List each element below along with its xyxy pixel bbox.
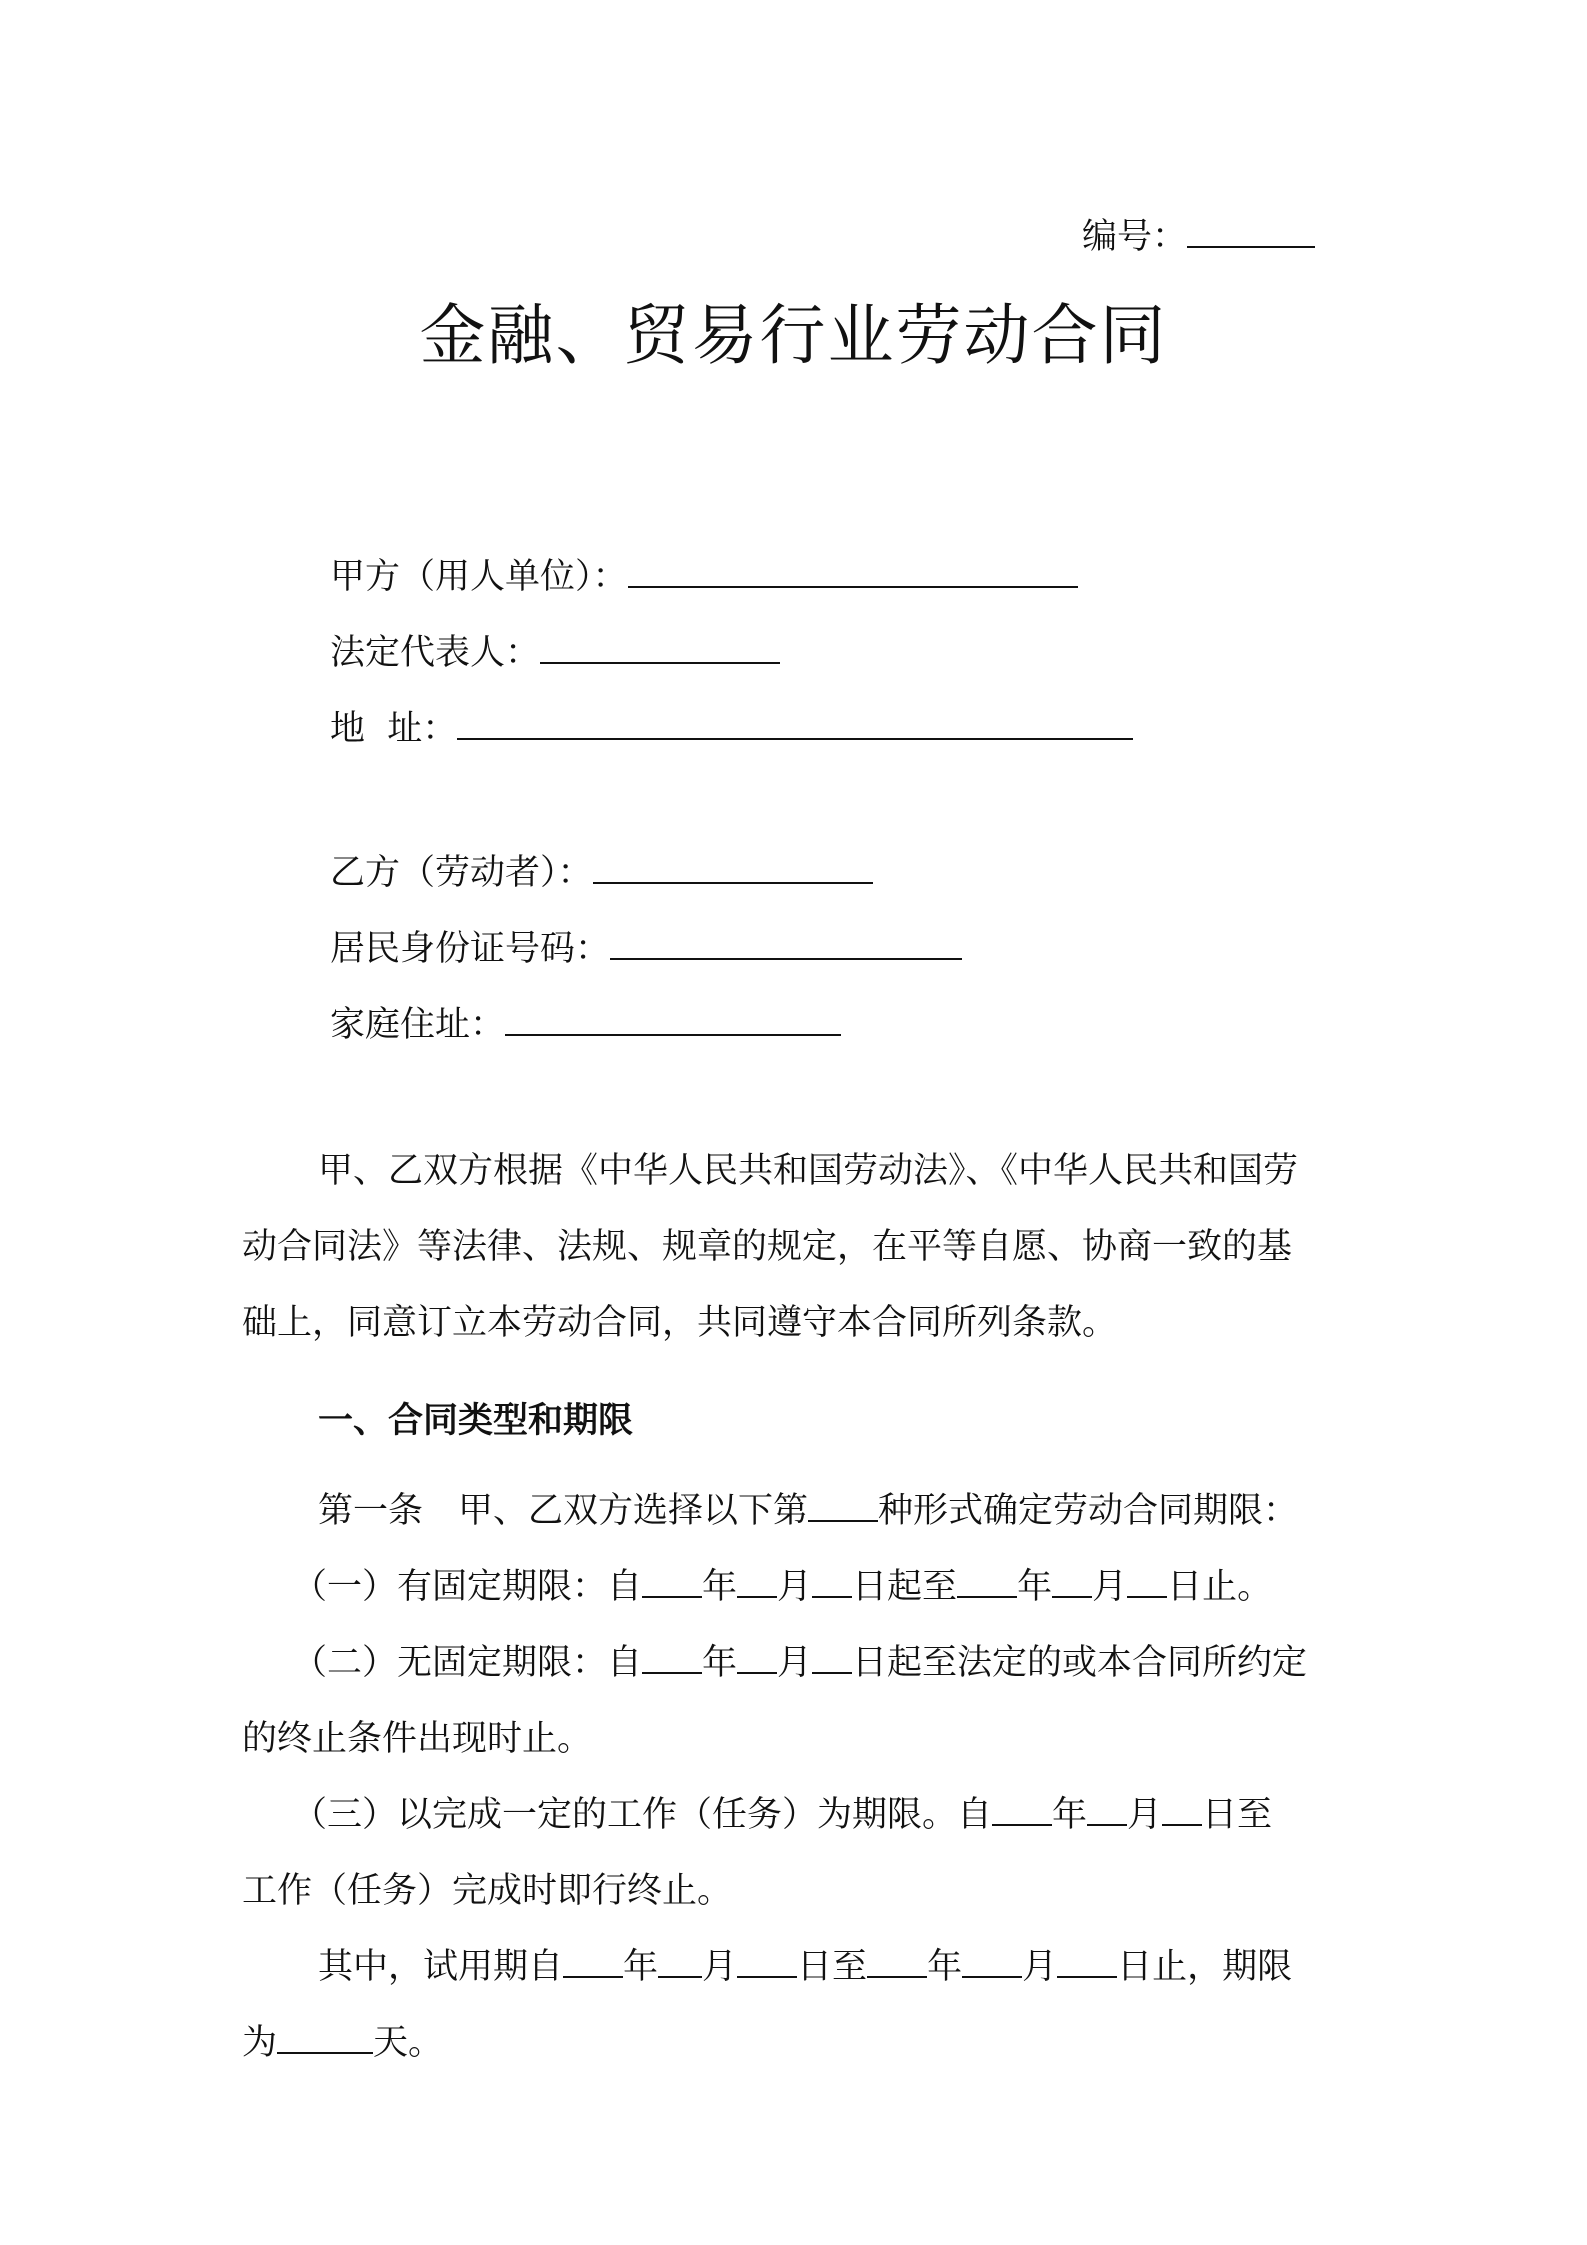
party-a-row (330, 556, 1078, 598)
id-number-field[interactable] (610, 928, 962, 960)
probation-start-day-field[interactable] (737, 1946, 797, 1978)
probation-end-day-field[interactable] (1057, 1946, 1117, 1978)
opt2-tail-text: 日起至法定的或本合同所约定 (852, 1643, 1308, 1683)
home-address-field[interactable] (505, 1004, 841, 1036)
probation-start-year-field[interactable] (563, 1946, 623, 1978)
probation-days-text: 天。 (373, 2023, 444, 2063)
address-field[interactable] (457, 708, 1133, 740)
option-3-line-2: 工作（任务）完成时即行终止。 (242, 1871, 733, 1911)
option-1-label: （一）有固定期限：自 (292, 1567, 643, 1607)
party-b-field[interactable] (593, 852, 873, 884)
probation-line-2 (242, 2022, 443, 2064)
home-address-row (330, 1004, 841, 1046)
probation-start-month-field[interactable] (658, 1946, 702, 1978)
option-1-row (292, 1566, 1272, 1608)
opt3-start-year-field[interactable] (992, 1794, 1052, 1826)
probation-duration-label: 为 (242, 2023, 278, 2063)
option-2-row (292, 1642, 1307, 1684)
legal-rep-label: 法定代表人： (330, 633, 541, 673)
opt1-year-text: 年 (702, 1567, 738, 1607)
intro-line-3: 础上，同意订立本劳动合同，共同遵守本合同所列条款。 (242, 1303, 1118, 1343)
opt2-start-month-field[interactable] (737, 1642, 777, 1674)
article-1-suffix: 种形式确定劳动合同期限： (878, 1491, 1299, 1531)
opt2-start-day-field[interactable] (812, 1642, 852, 1674)
opt1-start-month-field[interactable] (737, 1566, 777, 1598)
section-1-title: 一、合同类型和期限 (318, 1400, 634, 1441)
id-number-label: 居民身份证号码： (330, 929, 611, 969)
probation-end-year-text: 年 (927, 1947, 963, 1987)
article-1-row (318, 1490, 1298, 1532)
probation-days-field[interactable] (277, 2022, 373, 2054)
opt1-month-text: 月 (777, 1567, 813, 1607)
opt2-start-year-field[interactable] (642, 1642, 702, 1674)
opt1-start-day-field[interactable] (812, 1566, 852, 1598)
opt3-start-month-field[interactable] (1087, 1794, 1127, 1826)
opt1-end-year-text: 年 (1017, 1567, 1053, 1607)
opt3-start-day-field[interactable] (1162, 1794, 1202, 1826)
contract-number-field[interactable] (1187, 216, 1315, 248)
contract-number-row (1082, 216, 1315, 258)
probation-year-text: 年 (623, 1947, 659, 1987)
opt1-end-text: 日止。 (1167, 1567, 1273, 1607)
probation-month-text: 月 (702, 1947, 738, 1987)
opt1-end-month-field[interactable] (1052, 1566, 1092, 1598)
probation-end-month-field[interactable] (962, 1946, 1022, 1978)
option-3-row (292, 1794, 1272, 1836)
opt1-end-year-field[interactable] (957, 1566, 1017, 1598)
opt2-month-text: 月 (777, 1643, 813, 1683)
contract-number-label: 编号： (1082, 217, 1188, 257)
opt1-end-month-text: 月 (1092, 1567, 1128, 1607)
option-3-label: （三）以完成一定的工作（任务）为期限。自 (292, 1795, 993, 1835)
option-2-label: （二）无固定期限：自 (292, 1643, 643, 1683)
opt2-year-text: 年 (702, 1643, 738, 1683)
probation-to-text: 日至 (797, 1947, 868, 1987)
opt1-start-year-field[interactable] (642, 1566, 702, 1598)
probation-row (318, 1946, 1292, 1988)
opt3-month-text: 月 (1127, 1795, 1163, 1835)
address-row (330, 708, 1133, 750)
party-a-field[interactable] (628, 556, 1078, 588)
probation-end-year-field[interactable] (867, 1946, 927, 1978)
document-title: 金融、贸易行业劳动合同 (419, 297, 1168, 374)
address-label: 地 址： (330, 709, 458, 749)
party-b-label: 乙方（劳动者）： (330, 853, 593, 893)
party-a-label: 甲方（用人单位）： (330, 557, 628, 597)
opt3-tail-text: 日至 (1202, 1795, 1273, 1835)
legal-rep-field[interactable] (540, 632, 780, 664)
opt1-from-text: 日起至 (852, 1567, 958, 1607)
opt3-year-text: 年 (1052, 1795, 1088, 1835)
id-number-row (330, 928, 962, 970)
probation-label: 其中，试用期自 (318, 1947, 564, 1987)
legal-rep-row (330, 632, 780, 674)
contract-form-field[interactable] (808, 1490, 878, 1522)
intro-line-2: 动合同法》等法律、法规、规章的规定，在平等自愿、协商一致的基 (242, 1227, 1293, 1267)
article-1-prefix: 第一条 甲、乙双方选择以下第 (318, 1491, 809, 1531)
opt1-end-day-field[interactable] (1127, 1566, 1167, 1598)
home-address-label: 家庭住址： (330, 1005, 506, 1045)
option-2-line-2: 的终止条件出现时止。 (242, 1719, 593, 1759)
probation-end-month-text: 月 (1022, 1947, 1058, 1987)
probation-end-text: 日止，期限 (1117, 1947, 1293, 1987)
intro-line-1: 甲、乙双方根据《中华人民共和国劳动法》、《中华人民共和国劳 (318, 1151, 1299, 1191)
party-b-row (330, 852, 873, 894)
